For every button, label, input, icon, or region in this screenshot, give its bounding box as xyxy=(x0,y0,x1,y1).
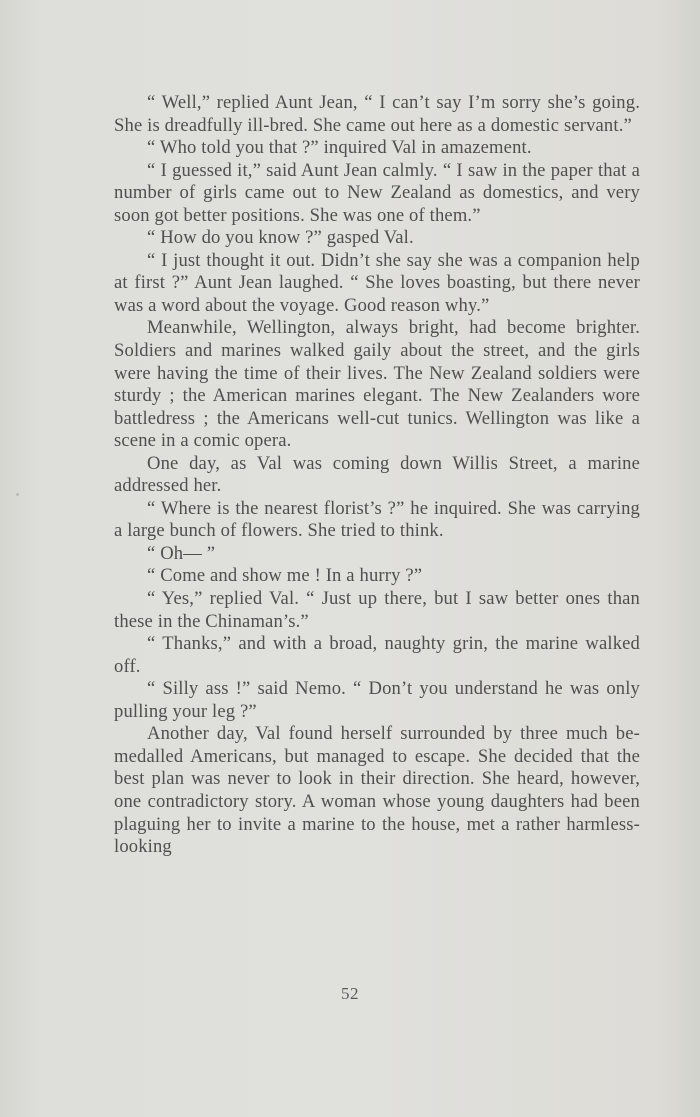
paragraph: “ Where is the nearest florist’s ?” he inquired. She was carrying a large bunch of flowers. She tried to think. xyxy=(114,497,640,542)
paragraph: “ Silly ass !” said Nemo. “ Don’t you understand he was only pulling your leg ?” xyxy=(114,678,640,722)
paragraph: “ Oh— ” xyxy=(147,542,216,564)
paragraph: “ Come and show me ! In a hurry ?” xyxy=(147,565,423,587)
paragraph: One day, as Val was coming down Willis Street, a marine addressed her. xyxy=(114,452,640,497)
page-number: 52 xyxy=(341,984,359,1003)
paragraph: “ Yes,” replied Val. “ Just up there, but I saw better ones than these in the Chinaman’s.” xyxy=(114,588,640,632)
paragraph: “ How do you know ?” gasped Val. xyxy=(147,227,414,249)
paragraph: “ Who told you that ?” inquired Val in amazement. xyxy=(147,137,532,159)
paragraph: Meanwhile, Wellington, always bright, had become brighter. Soldiers and marines walked gaily about the street, and the girls were having the time of their lives. The New Zealand soldiers were sturdy ; the American marines elegant. The New Zealanders wore battledress ; the Americans well-cut tunics. Wellington was like a scene in a comic opera. xyxy=(114,317,640,452)
paragraph: “ Well,” replied Aunt Jean, “ I can’t say I’m sorry she’s going. She is dreadfully ill-bred. She came out here as a domestic servant.” xyxy=(114,92,640,136)
paper-speck xyxy=(16,493,19,496)
paragraph: “ Thanks,” and with a broad, naughty grin, the marine walked off. xyxy=(114,633,640,677)
paragraph: “ I guessed it,” said Aunt Jean calmly. “ I saw in the paper that a number of girls came out to New Zealand as domestics, and very soon got better positions. She was one of them.” xyxy=(114,159,640,226)
body-text xyxy=(114,92,640,859)
paragraph: “ I just thought it out. Didn’t she say she was a companion help at first ?” Aunt Jean laughed. “ She loves boasting, but there never was a word about the voyage. Good reason why.” xyxy=(114,249,640,316)
paragraph: Another day, Val found herself surrounded by three much be-medalled Americans, but managed to escape. She decided that the best plan was never to look in their direction. She heard, however, one contradictory story. A woman whose young daughters had been plaguing her to invite a marine to the house, met a rather harmless-looking xyxy=(114,723,640,858)
